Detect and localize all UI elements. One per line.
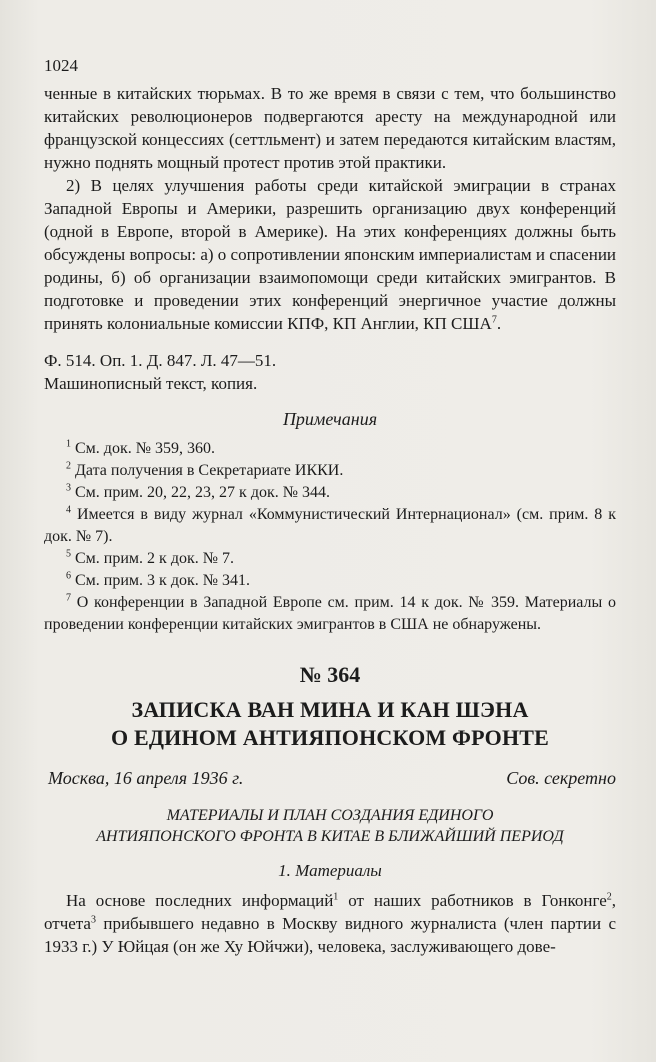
- note-item: $^4$ Имеется в виду журнал «Коммунистический Интернационал» (см. прим. 8 к док. № 7).: [44, 504, 617, 545]
- place-date: Москва, 16 апреля 1936 г.: [48, 768, 244, 788]
- title-line-1: ЗАПИСКА ВАН МИНА И КАН ШЭНА: [131, 697, 529, 722]
- archive-fond: Ф. 514. Оп. 1. Д. 847. Л. 47—51.: [44, 351, 277, 370]
- note-item: $^1$ См. док. № 359, 360.: [66, 438, 215, 457]
- footnote-ref-3: 3: [90, 914, 96, 926]
- paragraph-2-end: .: [496, 314, 502, 333]
- notes-list: [44, 438, 616, 636]
- note-item: $^6$ См. прим. 3 к док. № 341.: [66, 570, 250, 589]
- subtitle-line-2: АНТИЯПОНСКОГО ФРОНТА В КИТАЕ В БЛИЖАЙШИЙ ПЕРИОД: [96, 828, 564, 845]
- document-number: № 364: [299, 662, 361, 687]
- note-item: $^5$ См. прим. 2 к док. № 7.: [66, 548, 234, 567]
- paragraph-continued: ченные в китайских тюрьмах. В то же время в связи с тем, что большинство китайских революционеров подвергаются аресту на международной или французской концессиях (сеттльмент) и затем передаются китайским властям, нужно поднять мощный протест против этой практики.: [44, 84, 616, 172]
- notes-heading: Примечания: [282, 409, 378, 429]
- classification-label: Сов. секретно: [506, 768, 616, 788]
- archive-type: Машинописный текст, копия.: [44, 374, 258, 393]
- subtitle-line-1: МАТЕРИАЛЫ И ПЛАН СОЗДАНИЯ ЕДИНОГО: [166, 807, 494, 824]
- note-item: $^7$ О конференции в Западной Европе см. прим. 14 к док. № 359. Материалы о проведении конференции китайских эмигрантов в США не обнаружены.: [44, 592, 616, 633]
- archive-reference: [44, 349, 616, 395]
- footnote-ref-2: 2: [606, 891, 612, 903]
- document-subtitle: [44, 805, 616, 847]
- document-title: [44, 696, 616, 752]
- title-line-2: О ЕДИНОМ АНТИЯПОНСКОМ ФРОНТЕ: [110, 725, 550, 750]
- section-heading: 1. Материалы: [278, 861, 382, 880]
- document-meta: [44, 768, 616, 789]
- note-item: $^3$ См. прим. 20, 22, 23, 27 к док. № 344.: [66, 482, 330, 501]
- body-paragraph: На основе последних информаций$^1$ от наших работников в Гонконге$^2$, отчета$^3$ прибывшего недавно в Москву видного журналиста (член партии с 1933 г.) У Юйцая (он же Ху Юйчжи), человека, заслуживающего дове-: [44, 891, 616, 956]
- paragraph-2-text: 2) В целях улучшения работы среди китайской эмиграции в странах Западной Европы и Америки, разрешить организацию двух конференций (одной в Европе, второй в Америке). На этих конференциях должны быть обсуждены вопросы: а) о сопротивлении японским империалистам и спасении родины, б) об организации взаимопомощи среди китайских эмигрантов. В подготовке и проведении этих конференций энергичное участие должны принять колониальные комиссии КПФ, КП Англии, КП США: [44, 176, 617, 333]
- page-number: 1024: [44, 56, 78, 75]
- footnote-ref-7: 7: [491, 314, 497, 326]
- note-item: $^2$ Дата получения в Секретариате ИККИ.: [66, 460, 344, 479]
- footnote-ref-1: 1: [333, 891, 339, 903]
- paragraph-2: [44, 174, 616, 335]
